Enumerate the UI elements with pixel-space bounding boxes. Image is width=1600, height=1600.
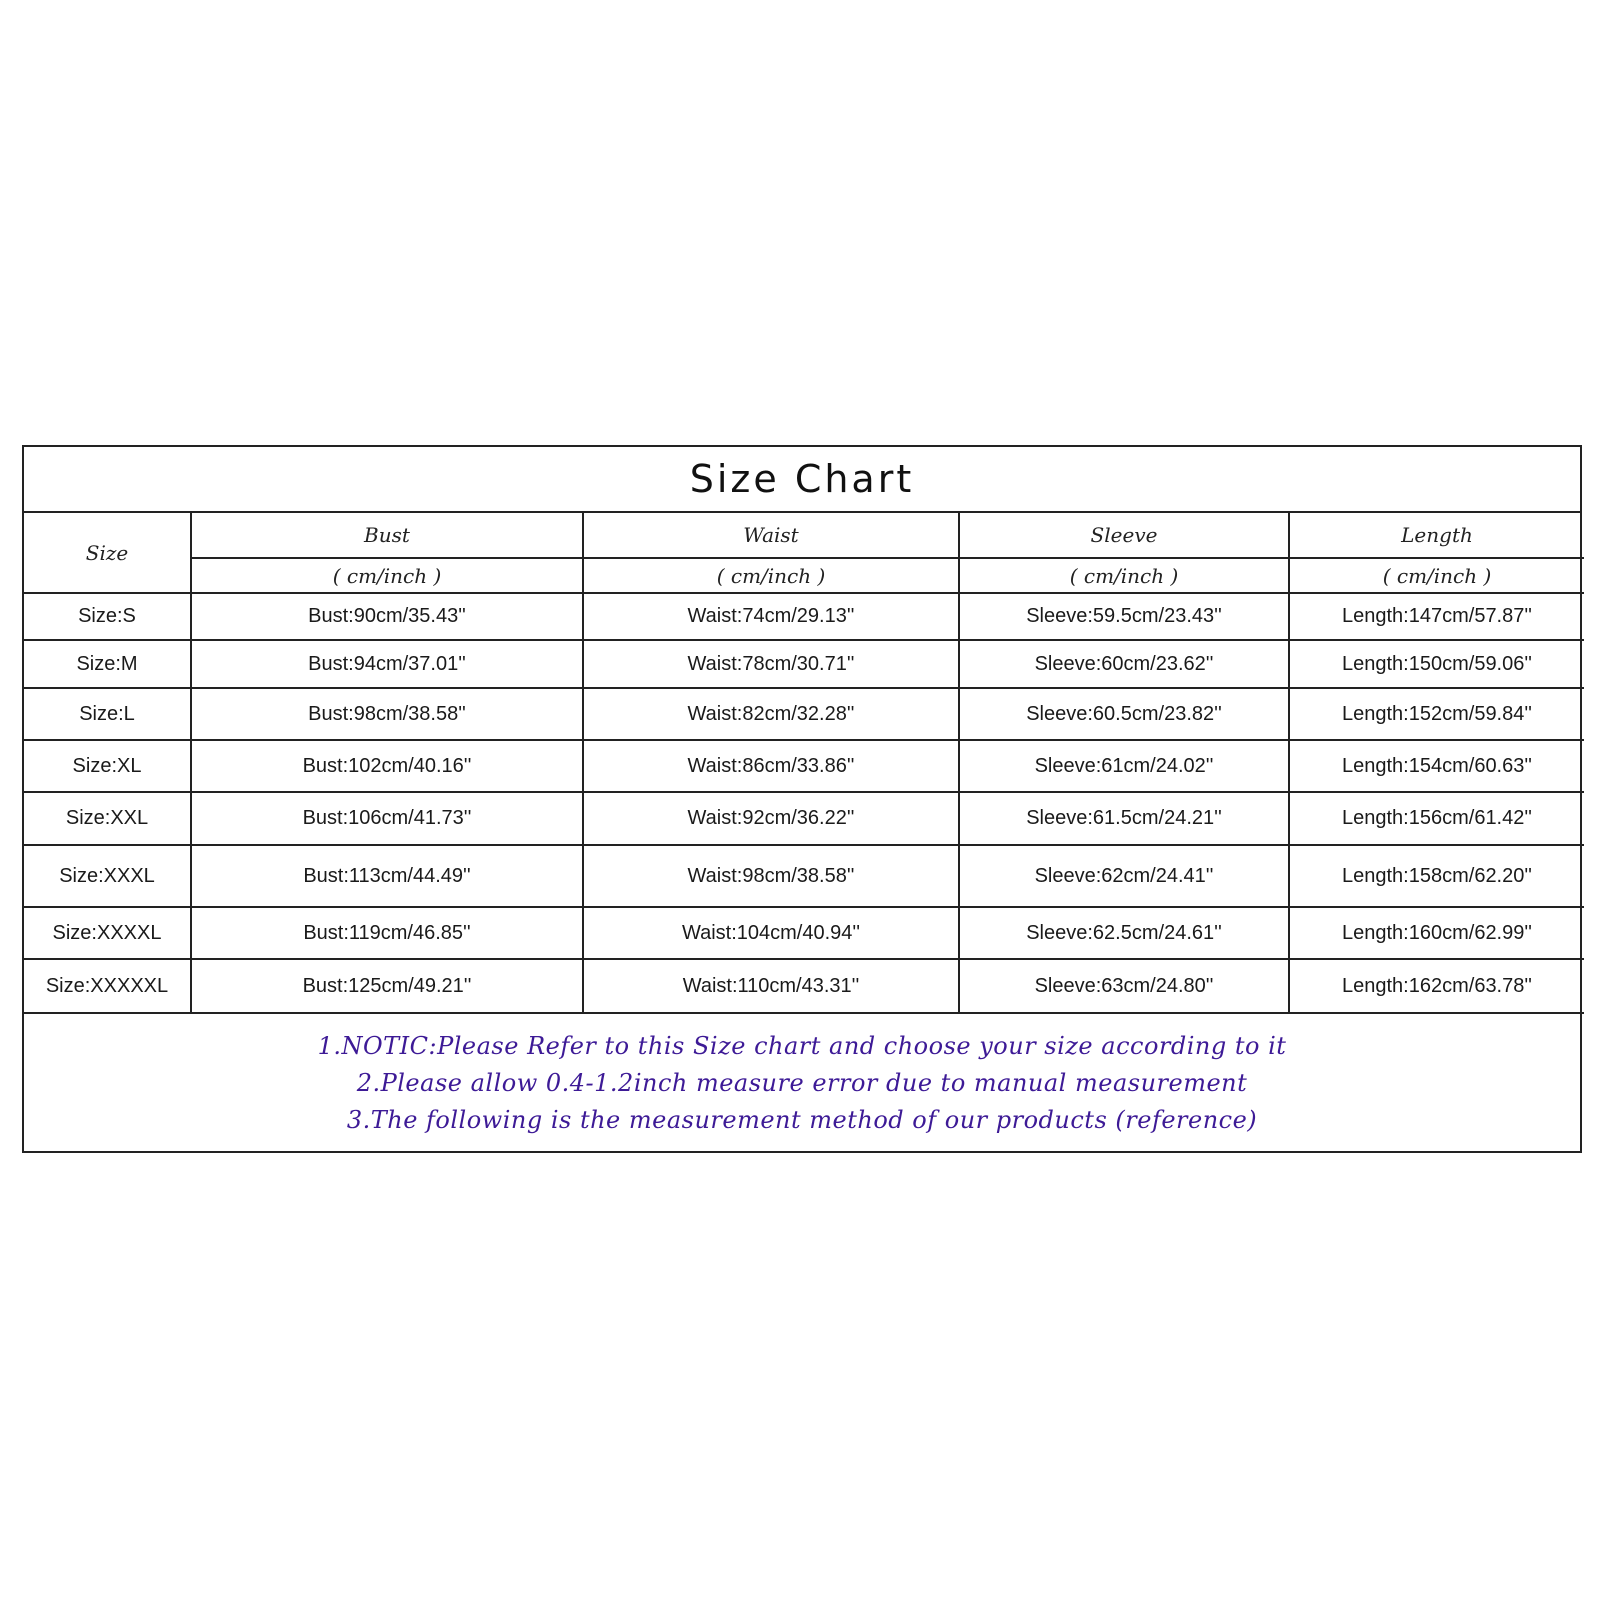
table-row bbox=[24, 845, 1584, 907]
note-line-2: 2.Please allow 0.4-1.2inch measure error due to manual measurement bbox=[356, 1068, 1248, 1097]
waist-cell: Waist:74cm/29.13'' bbox=[583, 593, 959, 640]
table-row bbox=[24, 792, 1584, 845]
waist-cell: Waist:110cm/43.31'' bbox=[583, 959, 959, 1013]
length-cell: Length:150cm/59.06'' bbox=[1289, 640, 1584, 688]
unit-length: ( cm/inch ) bbox=[1289, 558, 1584, 593]
table-row bbox=[24, 688, 1584, 740]
length-cell: Length:156cm/61.42'' bbox=[1289, 792, 1584, 845]
table-row bbox=[24, 640, 1584, 688]
unit-row bbox=[24, 558, 1584, 593]
sleeve-cell: Sleeve:61.5cm/24.21'' bbox=[959, 792, 1289, 845]
waist-cell: Waist:104cm/40.94'' bbox=[583, 907, 959, 959]
unit-bust: ( cm/inch ) bbox=[191, 558, 583, 593]
header-waist: Waist bbox=[583, 513, 959, 558]
header-length: Length bbox=[1289, 513, 1584, 558]
bust-cell: Bust:94cm/37.01'' bbox=[191, 640, 583, 688]
note-line-1: 1.NOTIC:Please Refer to this Size chart and choose your size according to it bbox=[317, 1031, 1287, 1060]
bust-cell: Bust:113cm/44.49'' bbox=[191, 845, 583, 907]
header-bust: Bust bbox=[191, 513, 583, 558]
length-cell: Length:160cm/62.99'' bbox=[1289, 907, 1584, 959]
length-cell: Length:154cm/60.63'' bbox=[1289, 740, 1584, 792]
length-cell: Length:162cm/63.78'' bbox=[1289, 959, 1584, 1013]
size-cell: Size:S bbox=[24, 593, 191, 640]
size-cell: Size:XXXXL bbox=[24, 907, 191, 959]
size-cell: Size:L bbox=[24, 688, 191, 740]
sleeve-cell: Sleeve:61cm/24.02'' bbox=[959, 740, 1289, 792]
size-cell: Size:XXXXXL bbox=[24, 959, 191, 1013]
sleeve-cell: Sleeve:60cm/23.62'' bbox=[959, 640, 1289, 688]
note-line-3: 3.The following is the measurement method of our products (reference) bbox=[346, 1105, 1258, 1134]
length-cell: Length:158cm/62.20'' bbox=[1289, 845, 1584, 907]
chart-title: Size Chart bbox=[24, 447, 1580, 513]
bust-cell: Bust:119cm/46.85'' bbox=[191, 907, 583, 959]
bust-cell: Bust:106cm/41.73'' bbox=[191, 792, 583, 845]
sleeve-cell: Sleeve:60.5cm/23.82'' bbox=[959, 688, 1289, 740]
length-cell: Length:147cm/57.87'' bbox=[1289, 593, 1584, 640]
header-size: Size bbox=[24, 513, 191, 593]
unit-sleeve: ( cm/inch ) bbox=[959, 558, 1289, 593]
size-table bbox=[24, 513, 1584, 1014]
waist-cell: Waist:78cm/30.71'' bbox=[583, 640, 959, 688]
header-row bbox=[24, 513, 1584, 558]
table-row bbox=[24, 959, 1584, 1013]
table-row bbox=[24, 907, 1584, 959]
table-row bbox=[24, 593, 1584, 640]
header-sleeve: Sleeve bbox=[959, 513, 1289, 558]
size-cell: Size:M bbox=[24, 640, 191, 688]
sleeve-cell: Sleeve:59.5cm/23.43'' bbox=[959, 593, 1289, 640]
waist-cell: Waist:82cm/32.28'' bbox=[583, 688, 959, 740]
waist-cell: Waist:92cm/36.22'' bbox=[583, 792, 959, 845]
waist-cell: Waist:98cm/38.58'' bbox=[583, 845, 959, 907]
size-cell: Size:XXXL bbox=[24, 845, 191, 907]
bust-cell: Bust:98cm/38.58'' bbox=[191, 688, 583, 740]
sleeve-cell: Sleeve:62.5cm/24.61'' bbox=[959, 907, 1289, 959]
size-cell: Size:XXL bbox=[24, 792, 191, 845]
size-chart bbox=[22, 445, 1582, 1153]
unit-waist: ( cm/inch ) bbox=[583, 558, 959, 593]
length-cell: Length:152cm/59.84'' bbox=[1289, 688, 1584, 740]
sleeve-cell: Sleeve:63cm/24.80'' bbox=[959, 959, 1289, 1013]
waist-cell: Waist:86cm/33.86'' bbox=[583, 740, 959, 792]
bust-cell: Bust:125cm/49.21'' bbox=[191, 959, 583, 1013]
notes-section bbox=[24, 1014, 1580, 1151]
table-row bbox=[24, 740, 1584, 792]
bust-cell: Bust:102cm/40.16'' bbox=[191, 740, 583, 792]
sleeve-cell: Sleeve:62cm/24.41'' bbox=[959, 845, 1289, 907]
size-cell: Size:XL bbox=[24, 740, 191, 792]
bust-cell: Bust:90cm/35.43'' bbox=[191, 593, 583, 640]
